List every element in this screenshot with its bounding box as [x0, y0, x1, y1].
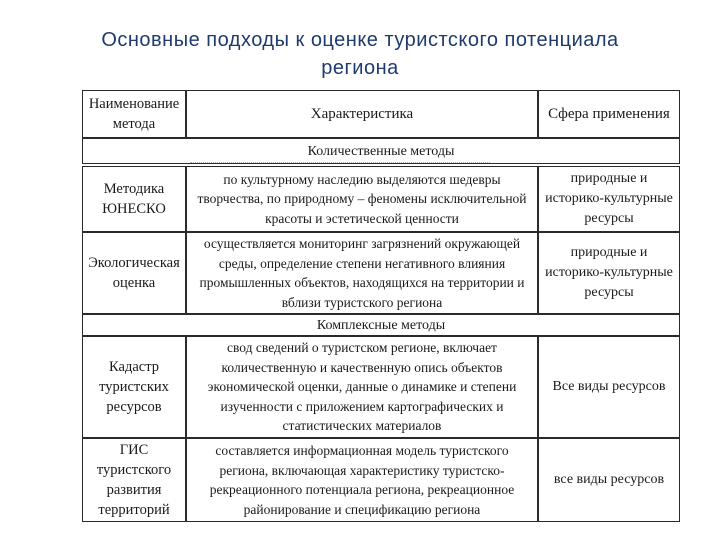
row-2-sphere: природные и историко-культурные ресурсы	[538, 232, 680, 314]
row-4-characteristic: составляется информационная модель туристского региона, включающая характеристику туристско-рекреационного потенциала региона, рекреационное районирование и спецификацию региона	[186, 438, 538, 522]
slide-title-line-2: региона	[321, 57, 399, 79]
scanned-table	[82, 90, 680, 522]
slide-title-line-1: Основные подходы к оценке туристского потенциала	[101, 29, 619, 51]
row-4-sphere: все виды ресурсов	[538, 438, 680, 522]
row-3-method: Кадастр туристских ресурсов	[82, 336, 186, 438]
row-3-sphere: Все виды ресурсов	[538, 336, 680, 438]
slide-title	[20, 26, 700, 82]
row-1-method: Методика ЮНЕСКО	[82, 166, 186, 232]
section-complex: Комплексные методы	[82, 314, 680, 336]
row-4-method: ГИС туристского развития территорий	[82, 438, 186, 522]
row-3-characteristic: свод сведений о туристском регионе, включает количественную и качественную опись объектов экономической оценки, данные о динамике и степени изученности с приложением картографических и статистических материалов	[186, 336, 538, 438]
row-2-method: Экологическая оценка	[82, 232, 186, 314]
row-1-sphere: природные и историко-культурные ресурсы	[538, 166, 680, 232]
row-1-characteristic: по культурному наследию выделяются шедевры творчества, по природному – феномены исключительной красоты и эстетической ценности	[186, 166, 538, 232]
header-method: Наименование метода	[82, 90, 186, 138]
header-characteristic: Характеристика	[186, 90, 538, 138]
section-quantitative: Количественные методы	[82, 138, 680, 164]
header-sphere: Сфера применения	[538, 90, 680, 138]
row-2-characteristic: осуществляется мониторинг загрязнений окружающей среды, определение степени негативного влияния промышленных объектов, находящихся на территории и вблизи туристского региона	[186, 232, 538, 314]
